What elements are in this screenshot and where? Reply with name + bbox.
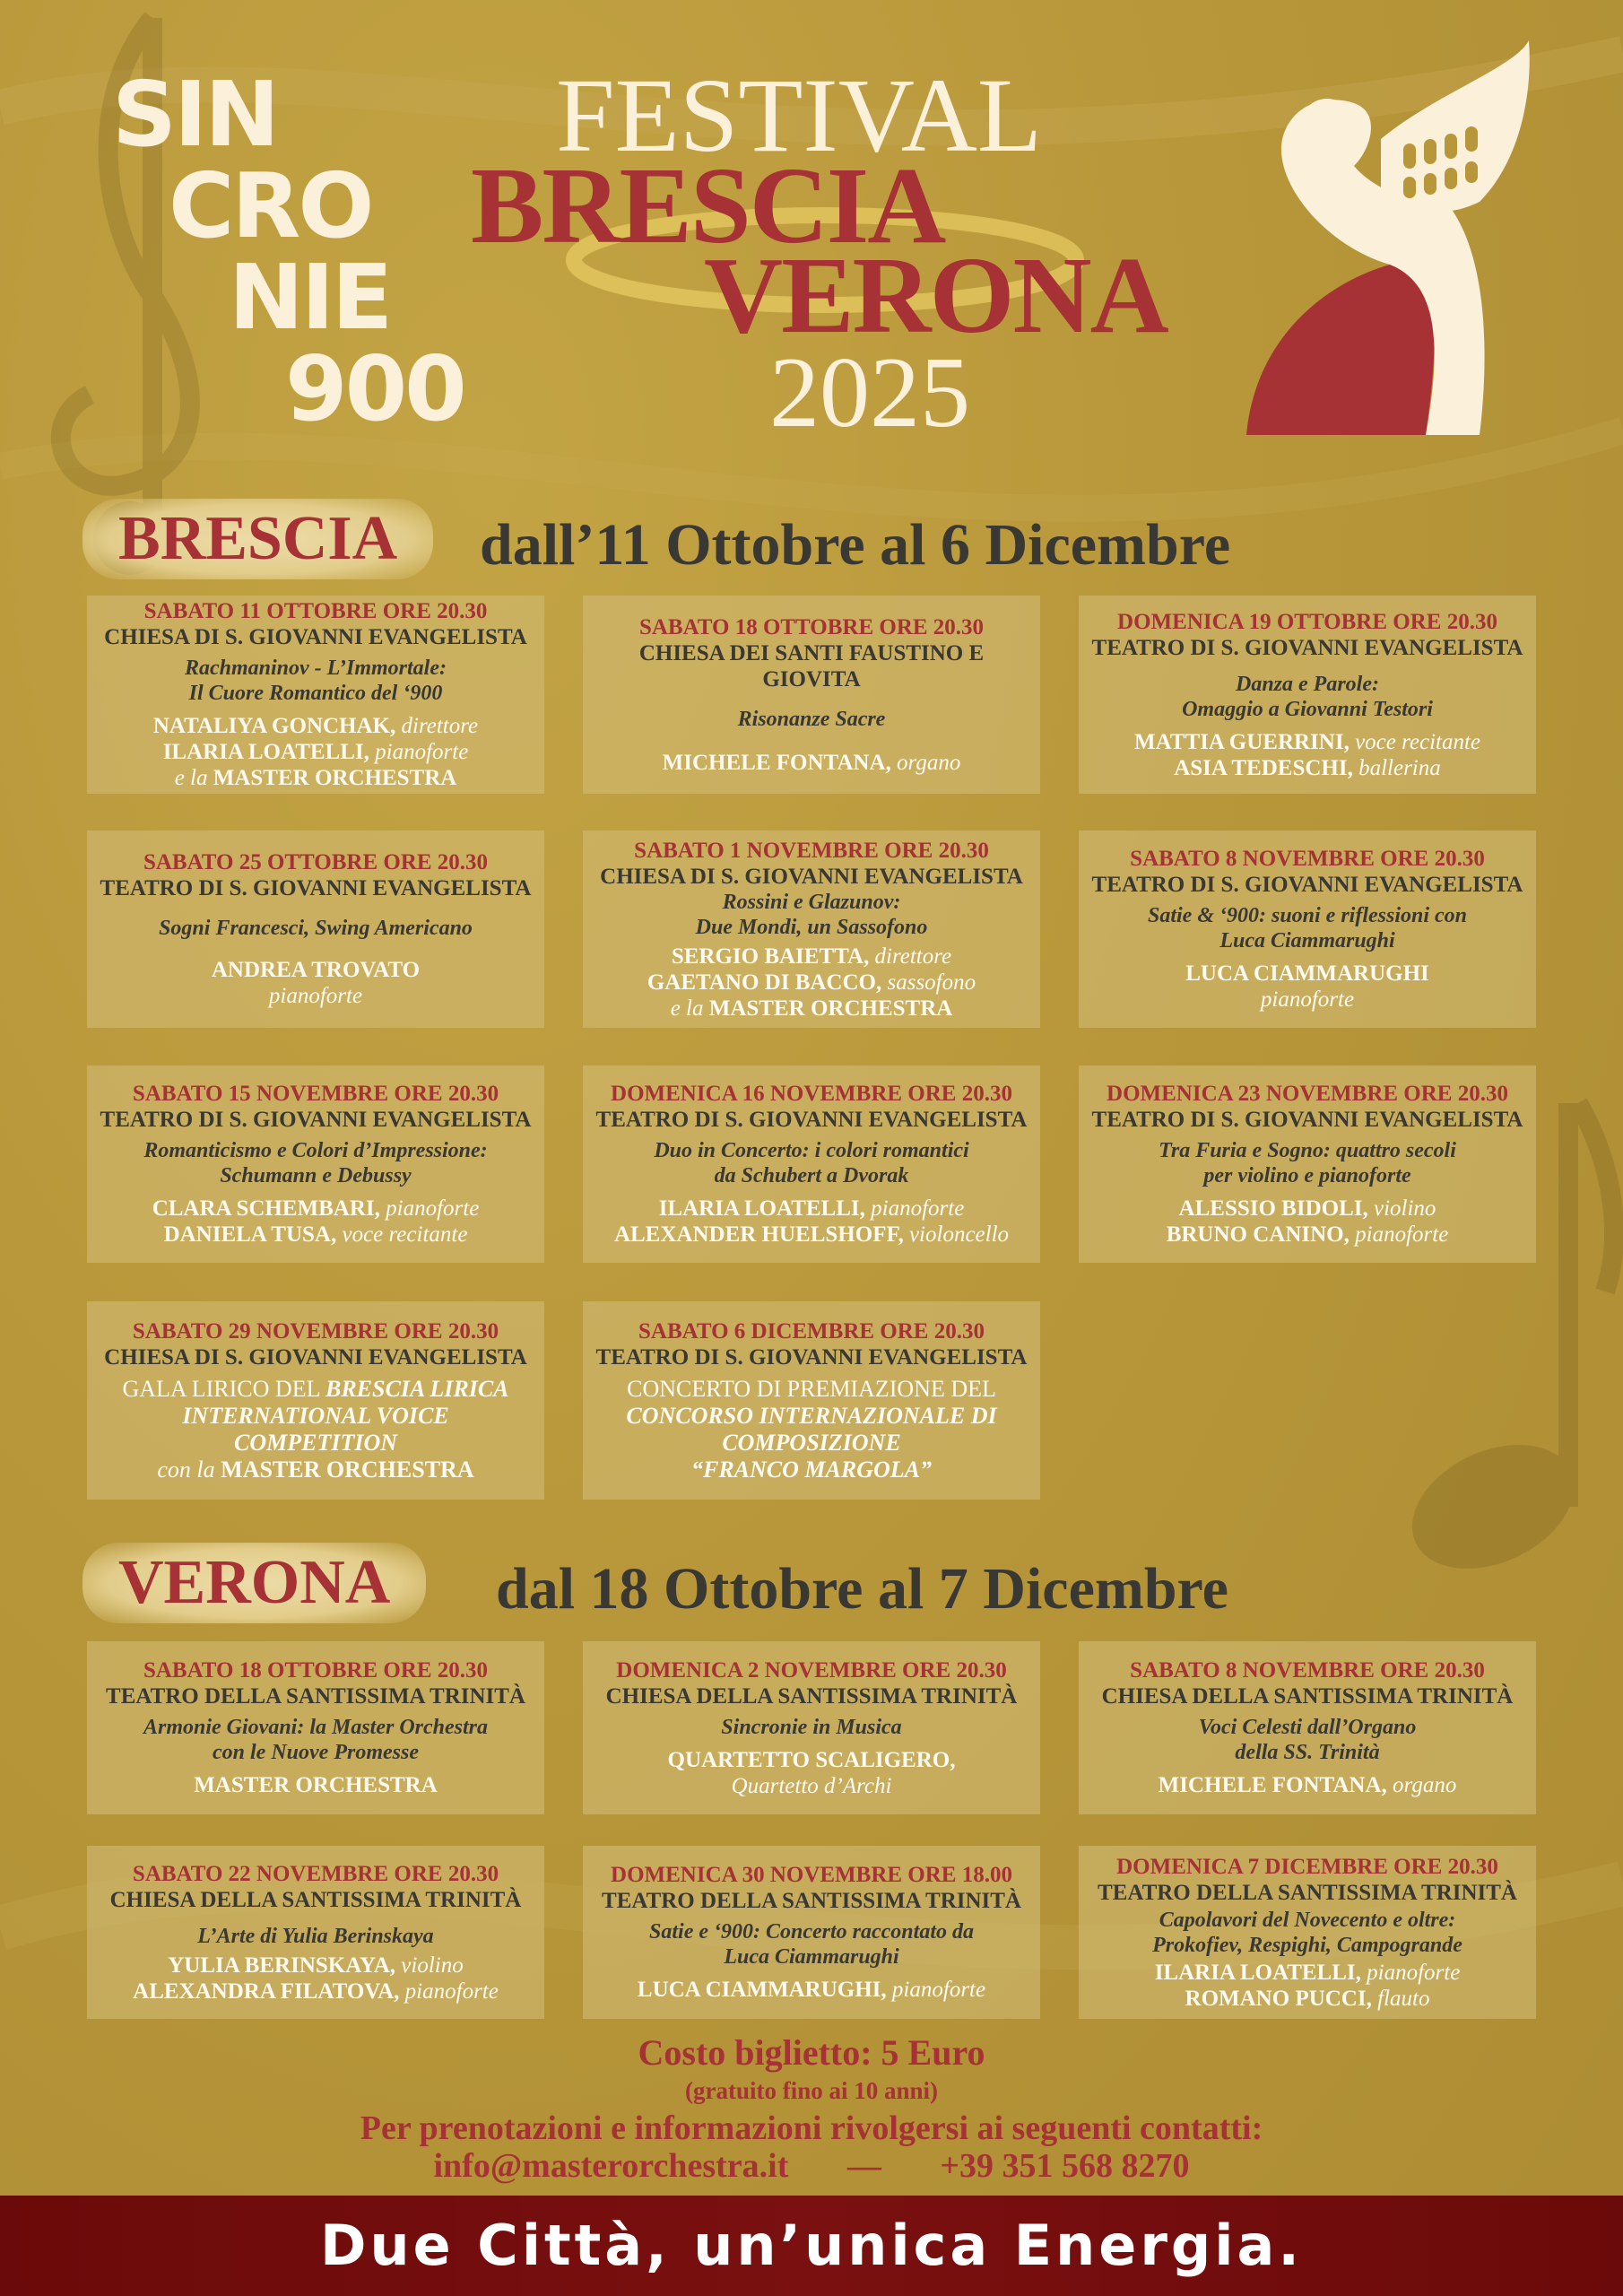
event-venue: CHIESA DELLA SANTISSIMA TRINITÀ: [109, 1887, 522, 1912]
event-card: [1079, 1065, 1536, 1263]
event-venue: TEATRO DI S. GIOVANNI EVANGELISTA: [100, 876, 532, 900]
event-date: SABATO 18 OTTOBRE ORE 20.30: [143, 1658, 489, 1683]
event-performers: LUCA CIAMMARUGHI, pianoforte: [637, 1978, 986, 2002]
event-performers: LUCA CIAMMARUGHI pianoforte: [1185, 961, 1429, 1012]
event-venue: TEATRO DELLA SANTISSIMA TRINITÀ: [1098, 1880, 1517, 1905]
event-venue: TEATRO DI S. GIOVANNI EVANGELISTA: [1091, 635, 1523, 660]
event-description: CONCERTO DI PREMIAZIONE DEL CONCORSO INTERNAZIONALE DI COMPOSIZIONE “FRANCO MARGOLA”: [626, 1375, 997, 1483]
event-performers: MICHELE FONTANA, organo: [1158, 1773, 1457, 1797]
festival-year: 2025: [769, 337, 970, 448]
festival-title: [0, 0, 1623, 448]
event-date: DOMENICA 23 NOVEMBRE ORE 20.30: [1107, 1082, 1508, 1106]
ticket-free-note: (gratuito fino ai 10 anni): [684, 2077, 938, 2104]
event-card: [583, 831, 1040, 1028]
event-venue: CHIESA DI S. GIOVANNI EVANGELISTA: [104, 625, 527, 649]
event-card: [583, 1301, 1040, 1500]
event-card: [87, 596, 544, 794]
event-performers: MASTER ORCHESTRA: [194, 1773, 438, 1797]
event-performers: ILARIA LOATELLI, pianoforte ROMANO PUCCI, flauto: [1154, 1960, 1461, 2011]
festival-word: FESTIVAL: [556, 57, 1043, 174]
event-date: SABATO 8 NOVEMBRE ORE 20.30: [1130, 847, 1485, 871]
contact-info-label: Per prenotazioni e informazioni rivolgersi ai seguenti contatti:: [360, 2109, 1263, 2147]
event-venue: TEATRO DELLA SANTISSIMA TRINITÀ: [602, 1889, 1021, 1913]
logo-line-4: 900: [285, 336, 464, 441]
event-title: Capolavori del Novecento e oltre: Prokofiev, Respighi, Campogrande: [1152, 1908, 1462, 1957]
event-title: Satie e ‘900: Concerto raccontato da Luca Ciammarughi: [649, 1920, 974, 1969]
festival-city-verona: VERONA: [704, 235, 1167, 356]
festival-city-brescia: BRESCIA: [471, 145, 945, 266]
event-date: SABATO 15 NOVEMBRE ORE 20.30: [132, 1082, 499, 1106]
logo-line-3: NIE: [229, 245, 391, 350]
event-title: Armonie Giovani: la Master Orchestra con le Nuove Promesse: [143, 1716, 489, 1764]
event-title: Duo in Concerto: i colori romantici da Schubert a Dvorak: [654, 1139, 969, 1187]
event-venue: CHIESA DELLA SANTISSIMA TRINITÀ: [1101, 1684, 1514, 1709]
event-title: Danza e Parole: Omaggio a Giovanni Testori: [1182, 672, 1433, 721]
event-venue: CHIESA DEI SANTI FAUSTINO E GIOVITA: [638, 640, 985, 691]
event-title: Romanticismo e Colori d’Impressione: Schumann e Debussy: [143, 1139, 488, 1187]
event-date: DOMENICA 16 NOVEMBRE ORE 20.30: [611, 1082, 1012, 1106]
contact-separator: —: [846, 2147, 881, 2185]
event-venue: TEATRO DI S. GIOVANNI EVANGELISTA: [595, 1108, 1028, 1132]
section-label-brescia: BRESCIA: [82, 499, 433, 579]
event-title: L’Arte di Yulia Berinskaya: [197, 1924, 434, 1948]
event-card: [87, 1065, 544, 1263]
event-card: [583, 1641, 1040, 1814]
section-date-range-verona: dal 18 Ottobre al 7 Dicembre: [496, 1556, 1228, 1622]
event-title: Rachmaninov - L’Immortale: Il Cuore Romantico del ‘900: [184, 657, 447, 705]
event-performers: CLARA SCHEMBARI, pianoforte DANIELA TUSA, voce recitante: [152, 1196, 480, 1247]
section-date-range-brescia: dall’11 Ottobre al 6 Dicembre: [480, 512, 1231, 578]
event-title: Voci Celesti dall’Organo della SS. Trinità: [1198, 1716, 1417, 1764]
logo-line-1: SIN: [112, 62, 277, 167]
event-performers: ALESSIO BIDOLI, violino BRUNO CANINO, pianoforte: [1166, 1196, 1449, 1247]
event-venue: CHIESA DELLA SANTISSIMA TRINITÀ: [605, 1683, 1018, 1709]
event-description: GALA LIRICO DEL BRESCIA LIRICA INTERNATIONAL VOICE COMPETITION con la MASTER ORCHESTRA: [122, 1375, 509, 1483]
event-venue: TEATRO DI S. GIOVANNI EVANGELISTA: [100, 1108, 532, 1132]
contact-line: [0, 2145, 1623, 2187]
event-date: SABATO 11 OTTOBRE ORE 20.30: [143, 599, 488, 623]
event-date: DOMENICA 19 OTTOBRE ORE 20.30: [1117, 609, 1497, 634]
event-performers: QUARTETTO SCALIGERO, Quartetto d’Archi: [667, 1747, 956, 1798]
event-card: [583, 1846, 1040, 2019]
event-date: SABATO 6 DICEMBRE ORE 20.30: [638, 1318, 985, 1344]
event-date: SABATO 1 NOVEMBRE ORE 20.30: [634, 838, 989, 863]
event-date: SABATO 18 OTTOBRE ORE 20.30: [638, 614, 985, 639]
section-label-verona: VERONA: [82, 1543, 426, 1623]
event-title: Risonanze Sacre: [737, 707, 886, 731]
event-card: [87, 1641, 544, 1814]
event-venue: TEATRO DI S. GIOVANNI EVANGELISTA: [595, 1344, 1028, 1370]
event-performers: YULIA BERINSKAYA, violino ALEXANDRA FILATOVA, pianoforte: [133, 1952, 499, 2004]
event-venue: CHIESA DI S. GIOVANNI EVANGELISTA: [600, 864, 1023, 889]
event-date: SABATO 22 NOVEMBRE ORE 20.30: [132, 1861, 499, 1886]
event-venue: TEATRO DI S. GIOVANNI EVANGELISTA: [1091, 873, 1523, 897]
event-card: [1079, 1846, 1536, 2019]
event-venue: TEATRO DELLA SANTISSIMA TRINITÀ: [106, 1684, 525, 1709]
event-title: Satie & ‘900: suoni e riflessioni con Luca Ciammarughi: [1147, 904, 1468, 952]
event-card: [1079, 831, 1536, 1028]
contact-phone[interactable]: +39 351 568 8270: [940, 2147, 1190, 2185]
event-title: Sogni Francesci, Swing Americano: [159, 917, 473, 940]
event-card: [87, 1301, 544, 1500]
contact-email[interactable]: info@masterorchestra.it: [433, 2147, 789, 2185]
event-date: DOMENICA 30 NOVEMBRE ORE 18.00: [611, 1863, 1012, 1887]
event-date: SABATO 25 OTTOBRE ORE 20.30: [143, 850, 489, 874]
ticket-cost: Costo biglietto: 5 Euro: [638, 2032, 985, 2073]
event-performers: ILARIA LOATELLI, pianoforte ALEXANDER HUELSHOFF, violoncello: [613, 1196, 1010, 1247]
event-performers: MATTIA GUERRINI, voce recitante ASIA TEDESCHI, ballerina: [1133, 729, 1481, 780]
logo-line-2: CRO: [169, 153, 372, 258]
event-date: SABATO 29 NOVEMBRE ORE 20.30: [132, 1318, 499, 1344]
event-title: Sincronie in Musica: [721, 1715, 902, 1739]
event-date: DOMENICA 7 DICEMBRE ORE 20.30: [1116, 1854, 1498, 1879]
event-performers: ANDREA TROVATO pianoforte: [211, 958, 421, 1008]
event-card: [87, 1846, 544, 2019]
event-venue: CHIESA DI S. GIOVANNI EVANGELISTA: [104, 1344, 527, 1370]
event-card: [1079, 596, 1536, 794]
event-date: DOMENICA 2 NOVEMBRE ORE 20.30: [616, 1657, 1007, 1683]
event-performers: NATALIYA GONCHAK, direttore ILARIA LOATELLI, pianoforte e la MASTER ORCHESTRA: [152, 714, 479, 790]
event-performers: MICHELE FONTANA, organo: [662, 750, 961, 775]
event-performers: SERGIO BAIETTA, direttore GAETANO DI BACCO, sassofono e la MASTER ORCHESTRA: [647, 944, 976, 1021]
event-card: [583, 596, 1040, 794]
event-title: Tra Furia e Sogno: quattro secoli per violino e pianoforte: [1159, 1139, 1456, 1187]
event-title: Rossini e Glazunov: Due Mondi, un Sassofono: [695, 890, 928, 939]
event-card: [583, 1065, 1040, 1263]
event-card: [1079, 1641, 1536, 1814]
event-date: SABATO 8 NOVEMBRE ORE 20.30: [1130, 1658, 1485, 1683]
event-venue: TEATRO DI S. GIOVANNI EVANGELISTA: [1091, 1108, 1523, 1132]
slogan-bar: Due Città, un’unica Energia.: [0, 2196, 1623, 2296]
event-card: [87, 831, 544, 1028]
